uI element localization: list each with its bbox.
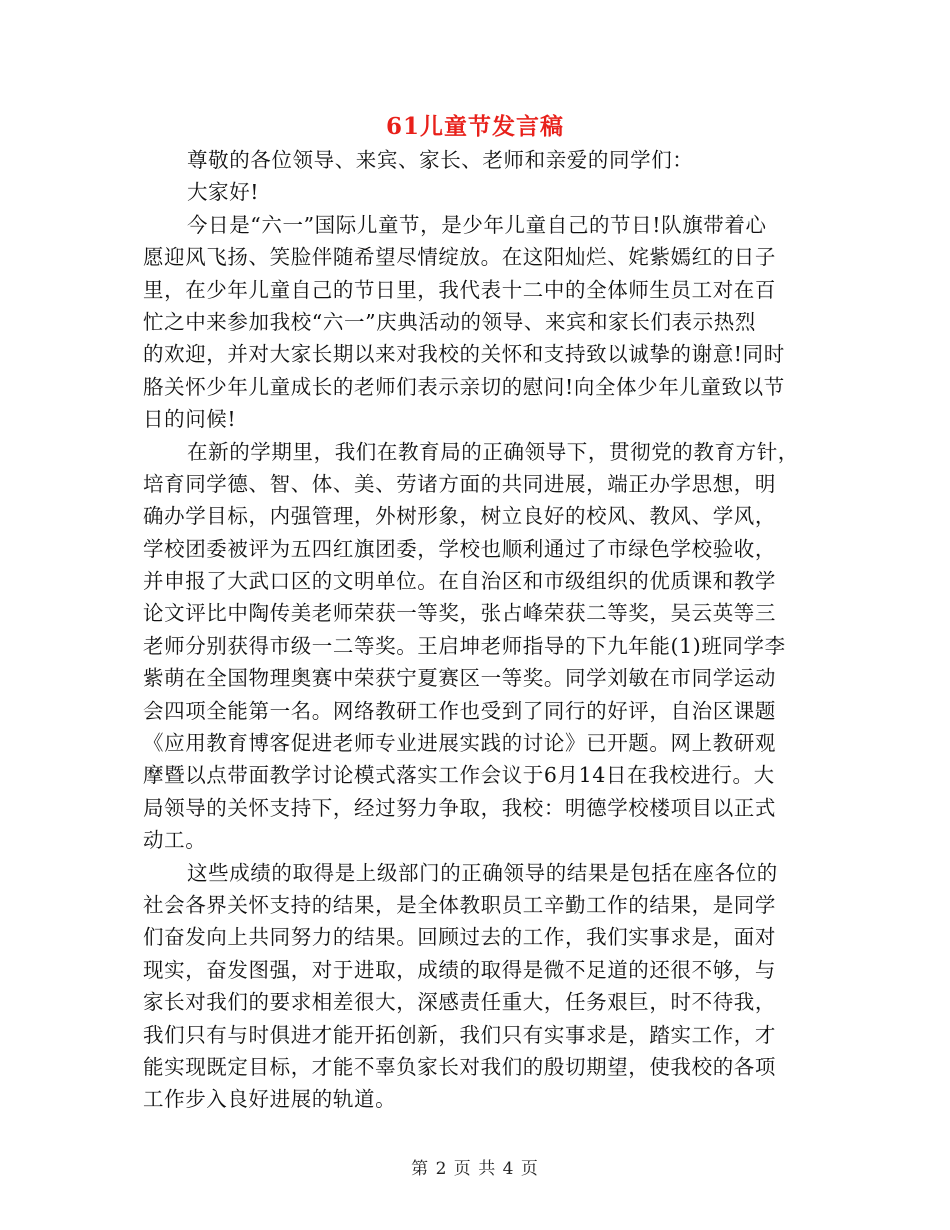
paragraph-3-line: 这些成绩的取得是上级部门的正确领导的结果是包括在座各位的 [187,860,778,885]
paragraph-2-line: 确办学目标，内强管理，外树形象，树立良好的校风、教风、学风， [143,504,776,529]
paragraph-3-line: 们奋发向上共同努力的结果。回顾过去的工作，我们实事求是，面对 [143,925,776,950]
paragraph-2-line: 学校团委被评为五四红旗团委，学校也顺利通过了市绿色学校验收， [143,536,776,561]
document-title: 61儿童节发言稿 [385,113,564,140]
paragraph-2-line: 并申报了大武口区的文明单位。在自治区和市级组织的优质课和教学 [143,569,776,594]
paragraph-3-line: 工作步入良好进展的轨道。 [143,1087,397,1112]
paragraph-1-line: 今日是“六一”国际儿童节，是少年儿童自己的节日!队旗带着心 [187,212,767,237]
paragraph-3-line: 现实，奋发图强，对于进取，成绩的取得是微不足道的还很不够，与 [143,957,776,982]
paragraph-3-line: 家长对我们的要求相差很大，深感责任重大，任务艰巨，时不待我， [143,990,776,1015]
paragraph-2-line: 在新的学期里，我们在教育局的正确领导下，贯彻党的教育方针， [187,439,799,464]
paragraph-1-line: 忙之中来参加我校“六一”庆典活动的领导、来宾和家长们表示热烈 [143,309,756,334]
paragraph-2-line: 论文评比中陶传美老师荣获一等奖，张占峰荣获二等奖，吴云英等三 [143,601,776,626]
paragraph-2-line: 动工。 [143,828,207,853]
paragraph-3-line: 社会各界关怀支持的结果，是全体教职员工辛勤工作的结果，是同学 [143,892,776,917]
page-number-footer: 第 2 页 共 4 页 [411,1159,539,1179]
paragraph-2-line: 培育同学德、智、体、美、劳诸方面的共同进展，端正办学思想，明 [143,471,776,496]
paragraph-2-line: 局领导的关怀支持下，经过努力争取，我校：明德学校楼项目以正式 [143,795,776,820]
paragraph-3-line: 我们只有与时俱进才能开拓创新，我们只有实事求是，踏实工作，才 [143,1022,776,1047]
paragraph-3-line: 能实现既定目标，才能不辜负家长对我们的殷切期望，使我校的各项 [143,1054,776,1079]
paragraph-2-line: 《应用教育博客促进老师专业进展实践的讨论》已开题。网上教研观 [143,731,776,756]
paragraph-2-line: 老师分别获得市级一二等奖。王启坤老师指导的下九年能(1)班同学李 [143,633,786,658]
paragraph-2-line: 紫萌在全国物理奥赛中荣获宁夏赛区一等奖。同学刘敏在市同学运动 [143,666,776,691]
paragraph-1-line: 日的问候! [143,407,237,432]
paragraph-1-line: 里，在少年儿童自己的节日里，我代表十二中的全体师生员工对在百 [143,277,776,302]
paragraph-1-line: 胳关怀少年儿童成长的老师们表示亲切的慰问!向全体少年儿童致以节 [143,374,785,399]
greeting-line: 大家好! [187,180,260,205]
paragraph-2-line: 摩暨以点带面教学讨论模式落实工作会议于6月14日在我校进行。大 [143,763,775,788]
paragraph-1-line: 愿迎风飞扬、笑脸伴随希望尽情绽放。在这阳灿烂、姹紫嫣红的日子 [143,245,776,270]
paragraph-2-line: 会四项全能第一名。网络教研工作也受到了同行的好评，自治区课题 [143,698,776,723]
document-body [143,144,810,1116]
salutation-line: 尊敬的各位领导、来宾、家长、老师和亲爱的同学们： [187,148,694,172]
paragraph-1-line: 的欢迎，并对大家长期以来对我校的关怀和支持致以诚挚的谢意!同时 [143,342,785,367]
